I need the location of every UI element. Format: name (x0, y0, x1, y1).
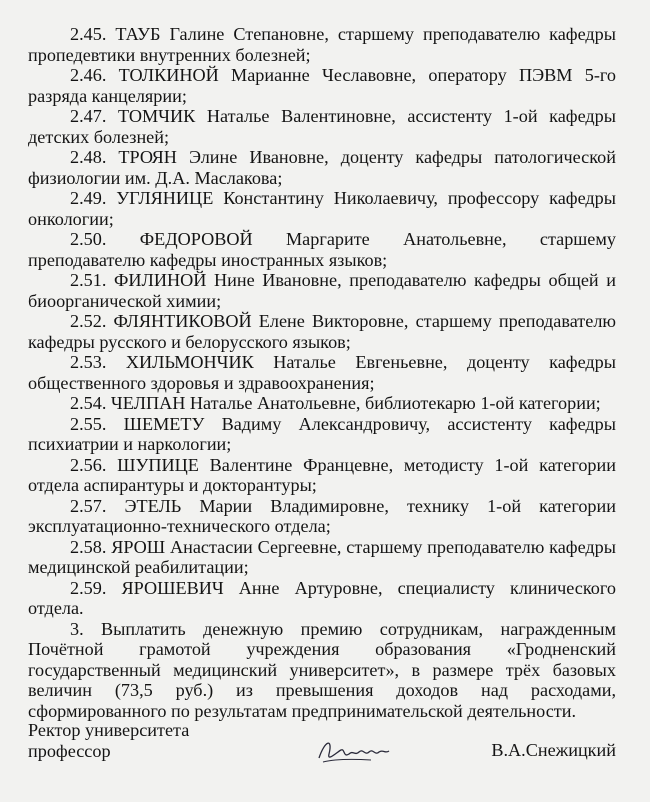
document-body (28, 24, 616, 721)
list-item: 2.54. ЧЕЛПАН Наталье Анатольевне, библиотекарю 1-ой категории; (70, 393, 601, 413)
list-item: 2.48. ТРОЯН Элине Ивановне, доценту кафедры патологической физиологии им. Д.А. Маслакова; (28, 147, 616, 188)
signatory-title-line: Ректор университета (28, 720, 190, 740)
signatory-name: В.А.Снежицкий (491, 740, 616, 760)
list-item: 2.47. ТОМЧИК Наталье Валентиновне, ассистенту 1-ой кафедры детских болезней; (28, 106, 616, 147)
list-item: 2.57. ЭТЕЛЬ Марии Владимировне, технику 1-ой категории эксплуатационно-технического отдела; (28, 495, 616, 536)
list-item: 2.52. ФЛЯНТИКОВОЙ Елене Викторовне, старшему преподавателю кафедры русского и белорусского языков; (28, 311, 616, 352)
list-item: 2.59. ЯРОШЕВИЧ Анне Артуровне, специалисту клинического отдела. (28, 577, 616, 618)
list-item: 2.49. УГЛЯНИЦЕ Константину Николаевичу, профессору кафедры онкологии; (28, 188, 616, 229)
list-item: 2.53. ХИЛЬМОНЧИК Наталье Евгеньевне, доценту кафедры общественного здоровья и здравоохранения; (28, 352, 616, 393)
handwritten-signature (313, 732, 393, 768)
signatory-title-line: профессор (28, 740, 111, 761)
list-item: 2.45. ТАУБ Галине Степановне, старшему преподавателю кафедры пропедевтики внутренних болезней; (28, 24, 616, 65)
list-item: 2.50. ФЕДОРОВОЙ Маргарите Анатольевне, старшему преподавателю кафедры иностранных языков; (28, 229, 616, 270)
list-item: 2.56. ШУПИЦЕ Валентине Францевне, методисту 1-ой категории отдела аспирантуры и докторантуры; (28, 454, 616, 495)
signatory-title (28, 720, 189, 761)
list-item: 2.58. ЯРОШ Анастасии Сергеевне, старшему преподавателю кафедры медицинской реабилитации; (28, 536, 616, 577)
point-3-paragraph: 3. Выплатить денежную премию сотрудникам, награжденным Почётной грамотой учреждения образования «Гродненский государственный медицинский университет», в размере трёх базовых величин (73,5 руб.) из превышения доходов над расходами, сформированного по результатам предпринимательской деятельности. (28, 618, 616, 721)
list-item: 2.51. ФИЛИНОЙ Нине Ивановне, преподавателю кафедры общей и биоорганической химии; (28, 270, 616, 311)
list-item: 2.55. ШЕМЕТУ Вадиму Александровичу, ассистенту кафедры психиатрии и наркологии; (28, 413, 616, 454)
list-item: 2.46. ТОЛКИНОЙ Марианне Чеславовне, оператору ПЭВМ 5-го разряда канцелярии; (28, 65, 616, 106)
